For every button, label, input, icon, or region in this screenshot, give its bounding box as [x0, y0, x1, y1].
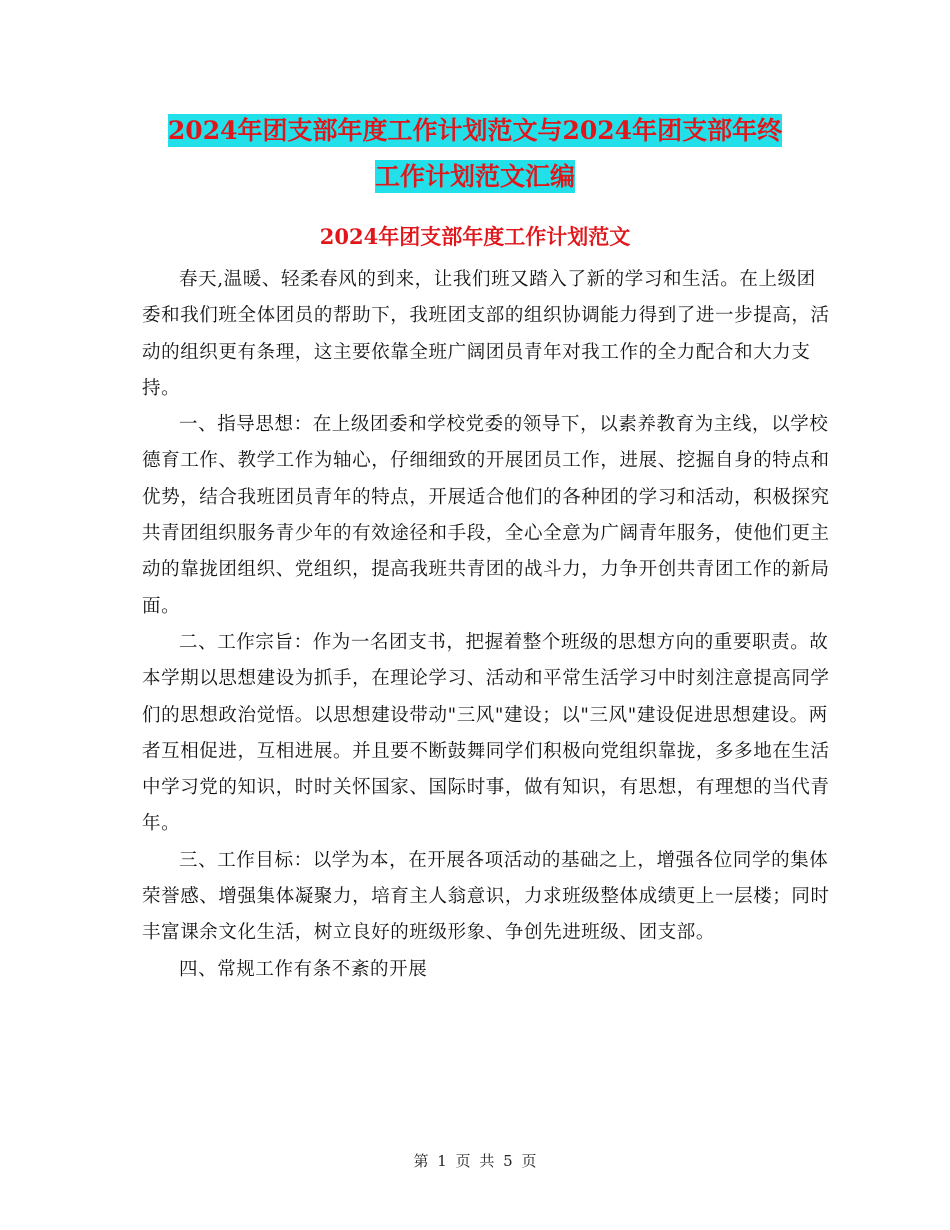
paragraph-work-purpose: 二、工作宗旨：作为一名团支书，把握着整个班级的思想方向的重要职责。故本学期以思想建设为抓手，在理论学习、活动和平常生活学习中时刻注意提高同学们的思想政治觉悟。以思想建设带动"三风"建设；以"三风"建设促进思想建设。两者互相促进，互相进展。并且要不断鼓舞同学们积极向党组织靠拢，多多地在生活中学习党的知识，时时关怀国家、国际时事，做有知识，有思想，有理想的当代青年。 [142, 631, 830, 835]
title-line-2: 工作计划范文汇编 [374, 162, 575, 191]
page-number: 第 1 页 共 5 页 [413, 1152, 537, 1170]
paragraph-work-goals: 三、工作目标：以学为本，在开展各项活动的基础之上，增强各位同学的集体荣誉感、增强集体凝聚力，培育主人翁意识，力求班级整体成绩更上一层楼；同时丰富课余文化生活，树立良好的班级形象、争创先进班级、团支部。 [142, 849, 830, 944]
section-title: 2024年团支部年度工作计划范文 [319, 224, 631, 249]
paragraph-routine-work: 四、常规工作有条不紊的开展 [179, 958, 428, 980]
document-title [0, 108, 950, 200]
document-body [142, 262, 832, 988]
title-line-1: 2024年团支部年度工作计划范文与2024年团支部年终 [167, 116, 783, 145]
paragraph-guiding-thought: 一、指导思想：在上级团委和学校党委的领导下，以素养教育为主线，以学校德育工作、教学工作为轴心，仔细细致的开展团员工作，进展、挖掘自身的特点和优势，结合我班团员青年的特点，开展适合他们的各种团的学习和活动，积极探究共青团组织服务青少年的有效途径和手段，全心全意为广阔青年服务，使他们更主动的靠拢团组织、党组织，提高我班共青团的战斗力，力争开创共青团工作的新局面。 [142, 414, 830, 617]
paragraph-intro: 春天,温暖、轻柔春风的到来，让我们班又踏入了新的学习和生活。在上级团委和我们班全体团员的帮助下，我班团支部的组织协调能力得到了进一步提高，活动的组织更有条理，这主要依靠全班广阔团员青年对我工作的全力配合和大力支持。 [142, 269, 830, 399]
